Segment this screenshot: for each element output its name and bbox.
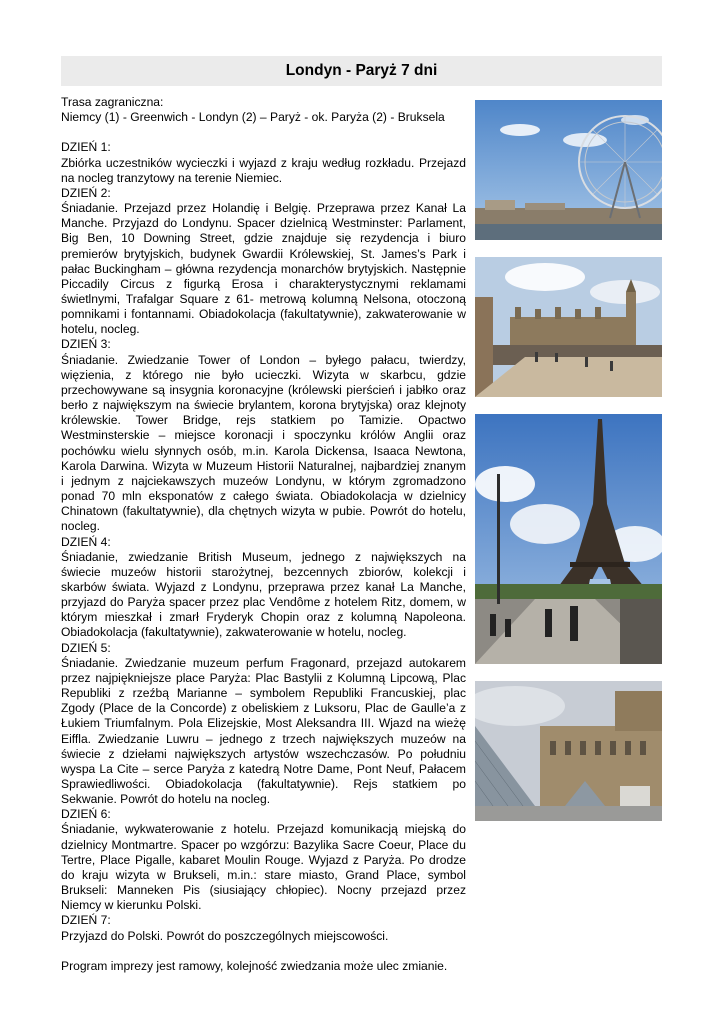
day-line: Westminsterskie – miejsce koronacji i spoczynku królów Anglii oraz — [61, 428, 466, 443]
day-line: Karola Darwina. Wizyta w Muzeum Historii Naturalnej, najbardziej znanym — [61, 458, 466, 473]
day-line: Łukiem Triumfalnym. Pola Elizejskie, Most Aleksandra III. Wjazd na wieżę — [61, 716, 466, 731]
day-line: przyjazd do Paryża spacer przez plac Vendôme z hotelem Ritz, domem, w — [61, 595, 466, 610]
day-description — [61, 656, 466, 808]
day-line: przechowywane są insygnia koronacyjne (królewski pierścień i jabłko oraz — [61, 382, 466, 397]
day-heading: DZIEŃ 1: — [61, 140, 111, 155]
day-line: Republiki z rzeźbą Marianne – symbolem Republiki Francuskiej, plac — [61, 686, 466, 701]
intro-label: Trasa zagraniczna: — [61, 95, 164, 109]
day-line: Chinatown (fakultatywnie), dla chętnych wizyta w pubie. Powrót do hotelu, — [61, 504, 466, 519]
day-description — [61, 156, 466, 186]
day-line: do kraju wizyta w Brukseli, m.in.: stare miasto, Grand Place, symbol — [61, 867, 466, 882]
day-line: Śniadanie. Przejazd przez Holandię i Belgię. Przeprawa przez Kanał La — [61, 201, 466, 216]
day-line: Obiadokolacja (fakultatywnie), zakwaterowanie w hotelu, nocleg. — [61, 625, 407, 640]
day-description — [61, 822, 466, 913]
day-line: pałac Buckingham – główna rezydencja monarchów brytyjskich. Następnie — [61, 261, 466, 276]
day-heading: DZIEŃ 4: — [61, 534, 111, 549]
day-heading: DZIEŃ 6: — [61, 807, 111, 822]
day-line: ponad 70 mln eksponatów z całego świata. Obiadokolacja w dzielnicy — [61, 489, 466, 504]
footer-note: Program imprezy jest ramowy, kolejność zwiedzania może ulec zmianie. — [61, 958, 448, 973]
day-line: Sekwanie. Powrót do hotelu na nocleg. — [61, 792, 271, 807]
day-line: skarbów świata. Wyjazd z Londynu, przeprawa przez kanał La Manche, — [61, 579, 466, 594]
page-title: Londyn - Paryż 7 dni — [285, 62, 438, 79]
day-line: Niemcy w kierunku Polski. — [61, 898, 202, 913]
day-heading: DZIEŃ 3: — [61, 337, 111, 352]
intro-route: Niemcy (1) - Greenwich - Londyn (2) – Paryż - ok. Paryża (2) - Bruksela — [61, 110, 445, 125]
day-line: świecie z dziełami największych artystów wszechczasów. Po południu — [61, 746, 466, 761]
day-line: świetlnymi, Trafalgar Square z 61- metrową kolumną Nelsona, otoczoną — [61, 292, 466, 307]
day-line: Śniadanie, wykwaterowanie z hotelu. Przejazd komunikacją miejską do — [61, 822, 466, 837]
day-line: Śniadanie. Zwiedzanie muzeum perfum Fragonard, przejazd autokarem — [61, 655, 466, 670]
title-bar — [61, 56, 662, 86]
day-line: berło z największym na świecie brylantem, korona brytyjska) oraz klejnoty — [61, 398, 466, 413]
day-line: hotelu, nocleg. — [61, 322, 140, 337]
day-line: Piccadily Circus z figurką Erosa i charakterystycznymi reklamami — [61, 276, 466, 291]
day-line: Tertre, Place Pigalle, kabaret Moulin Rouge. Wyjazd z Paryża. Po drodze — [61, 852, 466, 867]
day-line: premierów brytyjskich, budynek Gwardii Królewskiej, St. James’s Park i — [61, 246, 466, 261]
day-description — [61, 550, 466, 641]
day-heading: DZIEŃ 5: — [61, 640, 111, 655]
day-line: Przyjazd do Polski. Powrót do poszczególnych miejscowości. — [61, 928, 389, 943]
days-list — [61, 140, 466, 943]
day-line: nocleg. — [61, 519, 100, 534]
day-line: Sprawiedliwości. Obiadokolacja (fakultatywnie). Rejs statkiem po — [61, 777, 466, 792]
day-line: królewskie. Tower Bridge, rejs statkiem po Tamizie. Opactwo — [61, 413, 466, 428]
day-line: dzielnicy Montmartre. Spacer po wzgórzu: Bazylika Sacre Coeur, Place du — [61, 837, 466, 852]
day-line: pomnikami i fontannami. Obiadokolacja (fakultatywnie), zakwaterowanie w — [61, 307, 466, 322]
louvre-photo — [475, 681, 662, 821]
day-line: Zbiórka uczestników wycieczki i wyjazd z kraju według rozkładu. Przejazd — [61, 155, 466, 170]
day-line: Śniadanie. Zwiedzanie Tower of London – byłego pałacu, twierdzy, — [61, 352, 466, 367]
day-line: przez najpiękniejsze place Paryża: Plac Bastylii z Kolumną Lipcową, Plac — [61, 670, 466, 685]
day-heading: DZIEŃ 2: — [61, 185, 111, 200]
day-line: Eiffla. Zwiedzanie Luwru – jednego z trzech największych muzeów na — [61, 731, 466, 746]
day-line: Śniadanie, zwiedzanie British Museum, jednego z największych na — [61, 549, 466, 564]
day-heading: DZIEŃ 7: — [61, 913, 111, 928]
day-line: Zgody (Place de la Concorde) z obeliskiem z Luksoru, Plac de Gaulle’a z — [61, 701, 466, 716]
westminster-photo — [475, 257, 662, 397]
day-line: wyspa La Cite – serce Paryża z katedrą Notre Dame, Pont Neuf, Pałacem — [61, 761, 466, 776]
eiffel-tower-photo — [475, 414, 662, 664]
day-description — [61, 929, 466, 944]
day-line: pochówku wielu słynnych osób, m.in. Karola Dickensa, Isaaca Newtona, — [61, 443, 466, 458]
day-line: Brukseli: Manneken Pis (siusiający chłopiec). Nocny przejazd przez — [61, 883, 466, 898]
itinerary-text — [61, 95, 466, 974]
london-eye-photo — [475, 100, 662, 240]
day-description — [61, 353, 466, 535]
day-line: świecie muzeów historii starożytnej, bezcennych zbiorów, kolekcji i — [61, 564, 466, 579]
day-line: Manche. Przyjazd do Londynu. Spacer dzielnicą Westminster: Parlament, — [61, 216, 466, 231]
day-line: więzienia, z którego nie było ucieczki. Wizyta w skarbcu, gdzie — [61, 367, 466, 382]
day-description — [61, 201, 466, 337]
day-line: i jednym z najciekawszych muzeów Londynu, w którym zgromadzono — [61, 473, 466, 488]
day-line: na nocleg tranzytowy na terenie Niemiec. — [61, 170, 283, 185]
day-line: Big Ben, 10 Downing Street, gdzie znajduje się rezydencja i biuro — [61, 231, 466, 246]
day-line: którym mieszkał i zmarł Fryderyk Chopin oraz z kolumną Napoleona. — [61, 610, 466, 625]
